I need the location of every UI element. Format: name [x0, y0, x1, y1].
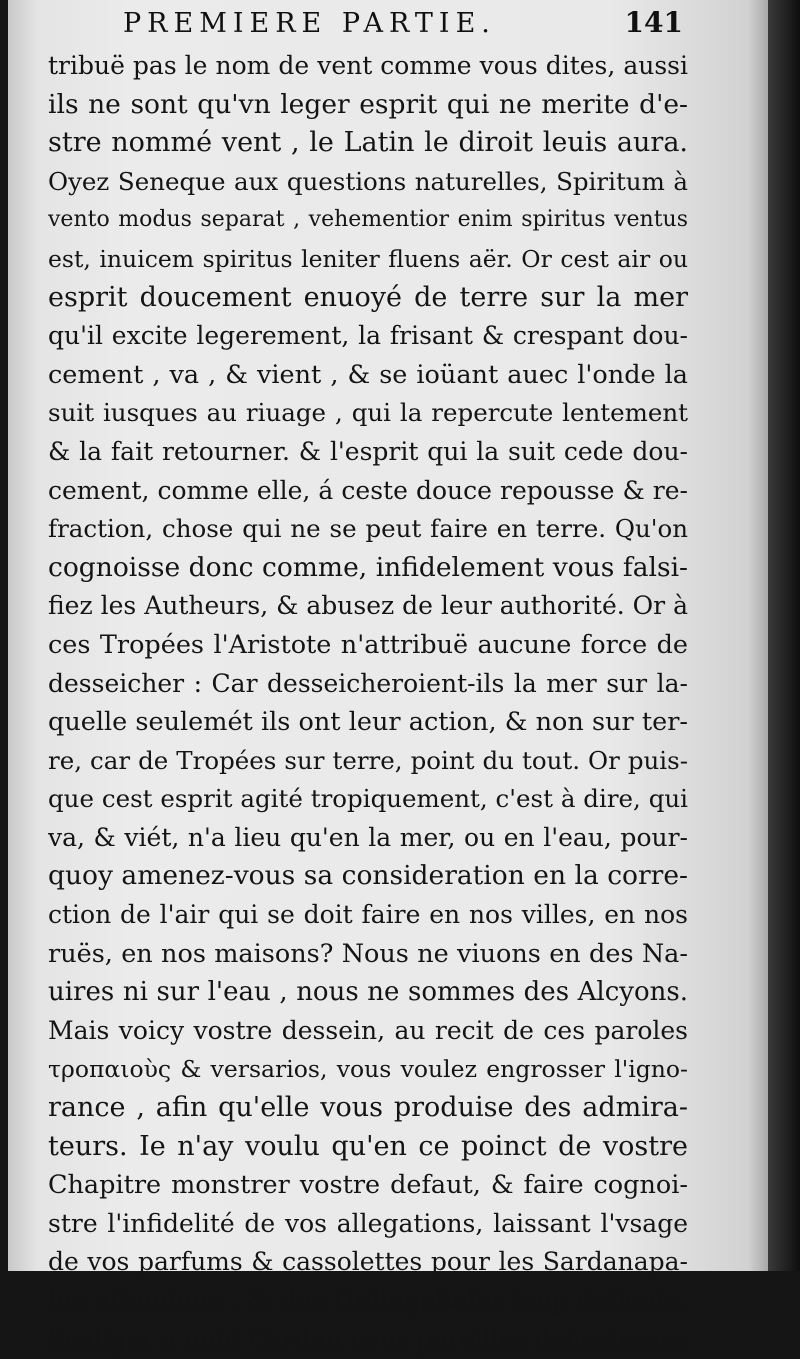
- text-line: rance , afin qu'elle vous produise des admira-: [48, 1092, 688, 1124]
- text-line: teurs. Ie n'ay voulu qu'en ce poinct de vostre: [48, 1130, 688, 1162]
- text-line: les effeminez , & des Heliogabales trop delicats.: [48, 1286, 688, 1316]
- text-line: ils ne sont qu'vn leger esprit qui ne merite d'e-: [48, 88, 688, 120]
- text-line: ruës, en nos maisons? Nous ne viuons en des Na-: [48, 938, 688, 969]
- text-line: quoy amenez-vous sa consideration en la corre-: [48, 860, 688, 892]
- text-line: uires ni sur l'eau , nous ne sommes des Alcyons.: [48, 977, 688, 1008]
- text-line: fraction, chose qui ne se peut faire en terre. Qu'on: [48, 514, 688, 544]
- page-number: 141: [624, 6, 683, 39]
- body-text: [48, 47, 688, 1359]
- text-line: desseicher : Car desseicheroient-ils la mer sur la-: [48, 668, 688, 698]
- text-line: Mais voicy vostre dessein, au recit de ces paroles: [48, 1015, 688, 1045]
- text-line: est, inuicem spiritus leniter fluens aër. Or cest air ou: [48, 244, 688, 273]
- text-line: cement , va , & vient , & se ioüant auec l'onde la: [48, 359, 688, 390]
- running-head: [123, 4, 683, 44]
- text-line: fiez les Autheurs, & abusez de leur authorité. Or à: [48, 591, 688, 621]
- text-line: cement, comme elle, á ceste douce repousse & re-: [48, 475, 688, 505]
- text-line: Scaliger a noté Cardan pour pareilles delicatesses: [48, 1324, 688, 1354]
- book-gutter: [768, 0, 800, 1271]
- text-line: suit iusques au riuage , qui la repercute lentement: [48, 398, 688, 428]
- text-line: va, & viét, n'a lieu qu'en la mer, ou en l'eau, pour-: [48, 822, 688, 852]
- text-line: stre nommé vent , le Latin le diroit leuis aura.: [48, 127, 688, 159]
- text-line: esprit doucement enuoyé de terre sur la mer: [48, 281, 688, 313]
- text-line: quelle seulemét ils ont leur action, & non sur ter-: [48, 707, 688, 738]
- text-line: Chapitre monstrer vostre defaut, & faire cognoi-: [48, 1170, 688, 1201]
- text-line: que cest esprit agité tropiquement, c'est à dire, qui: [48, 784, 688, 814]
- text-line: tribuë pas le nom de vent comme vous dites, aussi: [48, 51, 688, 80]
- text-line: cognoisse donc comme, infidelement vous falsi-: [48, 551, 688, 583]
- text-line: vento modus separat , vehementior enim spiritus ventus: [48, 207, 688, 233]
- text-line: qu'il excite legerement, la frisant & crespant dou-: [48, 321, 688, 351]
- text-line: Oyez Seneque aux questions naturelles, Spiritum à: [48, 166, 688, 196]
- text-line: stre l'infidelité de vos allegations, laissant l'vsage: [48, 1208, 688, 1238]
- text-line: & la fait retourner. & l'esprit qui la suit cede dou-: [48, 436, 688, 466]
- text-line: τροπαιοὺς & versarios, vous voulez engrosser l'igno-: [48, 1055, 688, 1084]
- text-line: ction de l'air qui se doit faire en nos villes, en nos: [48, 900, 688, 930]
- text-line: ces Tropées l'Aristote n'attribuë aucune force de: [48, 629, 688, 660]
- text-line: de vos parfums & cassolettes pour les Sardanapa-: [48, 1247, 688, 1277]
- book-page: [8, 0, 768, 1354]
- running-title: PREMIERE PARTIE.: [123, 8, 496, 39]
- text-line: re, car de Tropées sur terre, point du tout. Or puis-: [48, 745, 688, 775]
